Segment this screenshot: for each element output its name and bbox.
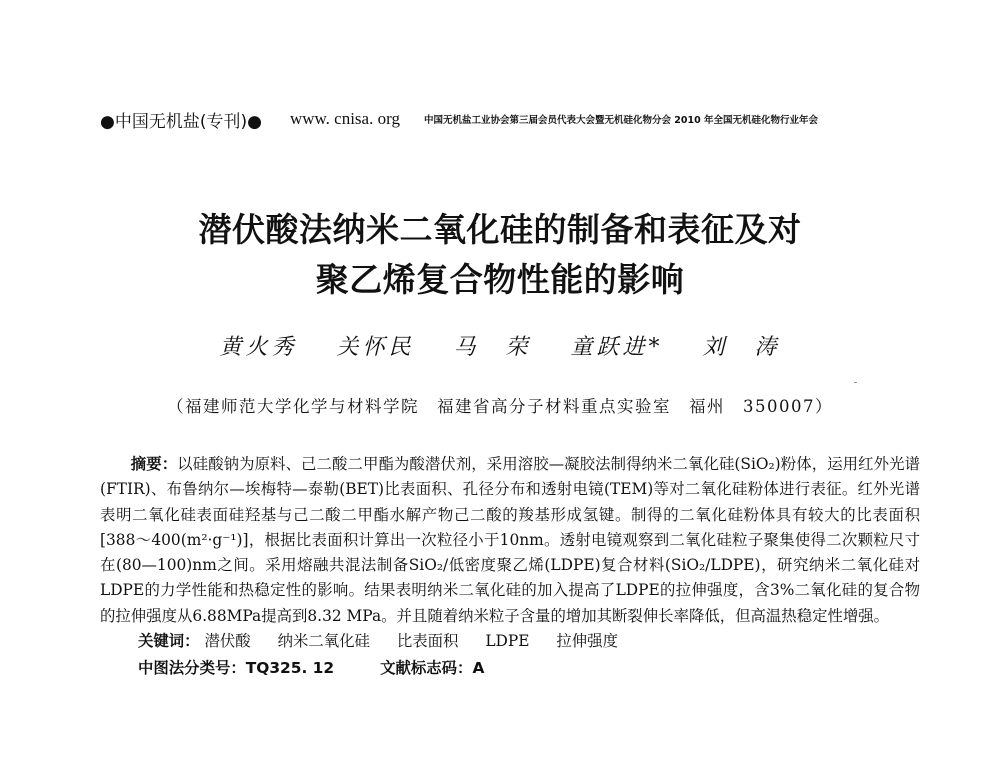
keyword: 拉伸强度	[556, 632, 618, 651]
abstract-paragraph	[100, 452, 920, 629]
author-name: 黄火秀	[219, 335, 298, 360]
running-header	[100, 107, 920, 131]
abstract-text: 以硅酸钠为原料、己二酸二甲酯为酸潜伏剂，采用溶胶—凝胶法制得纳米二氧化硅(SiO₂)粉体，运用红外光谱(FTIR)、布鲁纳尔—埃梅特—泰勒(BET)比表面积、孔径分布和透射电镜(TEM)等对二氧化硅粉体进行表征。红外光谱表明二氧化硅表面硅羟基与己二酸二甲酯水解产物己二酸的羧基形成氢键。制得的二氧化硅粉体具有较大的比表面积[388～400(m²·g⁻¹)]，根据比表面积计算出一次粒径小于10nm。透射电镜观察到二氧化硅粒子聚集使得二次颗粒尺寸在(80—100)nm之间。采用熔融共混法制备SiO₂/低密度聚乙烯(LDPE)复合材料(SiO₂/LDPE)，研究纳米二氧化硅对LDPE的力学性能和热稳定性的影响。结果表明纳米二氧化硅的加入提高了LDPE的拉伸强度，含3%二氧化硅的复合物的拉伸强度从6.88MPa提高到8.32 MPa。并且随着纳米粒子含量的增加其断裂伸长率降低，但高温热稳定性增强。	[100, 455, 920, 625]
author-name: 童跃进*	[570, 335, 664, 360]
scan-speck	[854, 382, 857, 383]
keywords-line	[100, 629, 920, 654]
title-line-1: 潜伏酸法纳米二氧化硅的制备和表征及对	[198, 210, 802, 249]
author-list	[0, 330, 1000, 361]
paper-title	[0, 205, 1000, 305]
affiliation: （福建师范大学化学与材料学院 福建省高分子材料重点实验室 福州 350007）	[167, 397, 833, 416]
keyword: LDPE	[485, 632, 530, 651]
doc-code-label: 文献标志码：	[380, 659, 473, 678]
journal-name: ●中国无机盐(专刊)●	[100, 111, 262, 132]
abstract-block	[100, 452, 920, 682]
abstract-label: 摘要：	[130, 455, 178, 473]
title-line-2: 聚乙烯复合物性能的影响	[315, 260, 685, 299]
keyword: 潜伏酸	[204, 632, 251, 651]
keyword: 比表面积	[396, 632, 459, 651]
author-name: 刘 涛	[702, 335, 781, 360]
clc-value: TQ325. 12	[245, 659, 335, 678]
classification-line	[100, 654, 920, 682]
author-name: 马 荣	[453, 335, 532, 360]
doc-code-value: A	[472, 659, 485, 678]
author-name: 关怀民	[336, 335, 415, 360]
keywords-label: 关键词：	[138, 632, 200, 651]
clc-label: 中图法分类号：	[138, 659, 246, 678]
journal-website: www. cnisa. org	[289, 109, 400, 128]
keyword: 纳米二氧化硅	[277, 632, 370, 651]
conference-name: 中国无机盐工业协会第三届会员代表大会暨无机硅化物分会 2010 年全国无机硅化物行业年会	[423, 115, 819, 126]
